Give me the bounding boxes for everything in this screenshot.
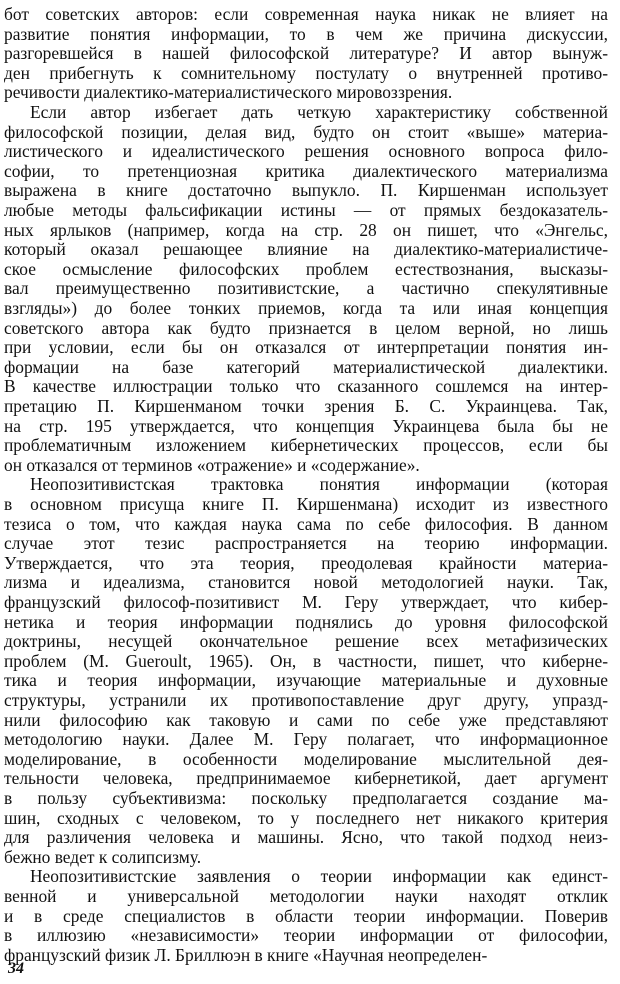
text-line: лизма и идеализма, становится новой методологией науки. Так, [4,572,608,593]
text-line: для различения человека и машины. Ясно, что такой подход неиз- [4,827,608,848]
text-line: Если автор избегает дать четкую характеристику собственной [30,102,608,122]
text-line: Неопозитивистские заявления о теории информации как единст- [30,866,608,887]
text-line: вал преимущественно позитивистские, а частично спекулятивные [4,278,608,299]
text-line: советского автора как будто признается в целом верной, но лишь [4,317,608,338]
text-line: В качестве иллюстрации только что сказанного сошлемся на интер- [4,376,608,397]
text-line: бот советских авторов: если современная наука никак не влияет на [4,4,608,24]
text-line: при условии, если бы он отказался от интерпретации понятия ин- [4,337,608,358]
text-line: Неопозитивистская трактовка понятия информации (которая [30,474,608,495]
text-line: проблематичным изложением кибернетических процессов, если бы [4,435,608,456]
text-line: доктрины, несущей окончательное решение всех метафизических [4,631,608,652]
text-line: в основном присуща книге П. Киршенмана) исходит из известного [4,494,608,514]
text-line: французский философ-позитивист М. Геру утверждает, что кибер- [4,592,608,612]
text-line: бежно ведет к солипсизму. [4,846,202,867]
text-line: венной и универсальной методологии науки находят отклик [4,886,608,906]
text-line: претацию П. Киршенманом точки зрения Б. С. Украинцева. Так, [4,396,608,416]
text-line: проблем (M. Gueroult, 1965). Он, в частности, пишет, что киберне- [4,650,608,671]
text-line: речивости диалектико-материалистического мировоззрения. [4,82,453,103]
text-line: формации на базе категорий материалистической диалектики. [4,356,608,377]
text-line: софии, то претенциозная критика диалектического материализма [4,160,608,181]
text-line: французский физик Л. Бриллюэн в книге «Научная неопределен- [4,944,488,965]
text-line: развитие понятия информации, то в чем же причина дискуссии, [4,23,608,44]
text-line: Утверждается, что эта теория, преодолевая крайности материа- [4,552,608,573]
text-line: который оказал решающее влияние на диалектико-материалистиче- [4,239,608,260]
text-line: в иллюзию «независимости» теории информации от философии, [4,925,608,946]
text-line: нили философию как таковую и сами по себе уже представляют [4,709,608,730]
text-line: структуры, устранили их противопоставление друг другу, упразд- [4,690,608,710]
text-line: тезиса о том, что каждая наука сама по себе философия. В данном [4,513,608,534]
text-line: нетика и теория информации поднялись до уровня философской [4,611,608,632]
text-line: любые методы фальсификации истины — от прямых бездоказатель- [4,200,608,220]
text-line: листического и идеалистического решения основного вопроса фило- [4,141,608,162]
text-line: тельности человека, предпринимаемое кибернетикой, дает аргумент [4,768,608,789]
text-line: философской позиции, делая вид, будто он стоит «выше» материа- [4,121,608,142]
text-line: он отказался от терминов «отражение» и «содержание». [4,454,420,475]
text-line: взгляды») до более тонких приемов, когда та или иная концепция [4,298,608,318]
text-line: разгоревшейся в нашей философской литературе? И автор вынуж- [4,43,608,64]
text-line: тика и теория информации, изучающие материальные и духовные [4,670,608,691]
text-line: ское осмысление философских проблем естествознания, высказы- [4,258,608,279]
text-line: шин, сходных с человеком, то у последнего нет никакого критерия [4,807,608,828]
text-line: выражена в книге достаточно выпукло. П. Киршенман использует [4,180,608,201]
text-line: на стр. 195 утверждается, что концепция Украинцева была бы не [4,415,608,436]
text-line: ных ярлыков (например, когда на стр. 28 он пишет, что «Энгельс, [4,219,608,240]
text-line: и в среде специалистов в области теории информации. Поверив [4,905,608,926]
page-number: 34 [8,960,24,977]
text-line: в пользу субъективизма: поскольку предполагается создание ма- [4,788,608,808]
text-line: методологию науки. Далее М. Геру полагает, что информационное [4,729,608,750]
text-line: моделирование, в особенности моделирование мыслительной дея- [4,748,608,769]
text-line: случае этот тезис распространяется на теорию информации. [4,533,608,554]
text-line: ден прибегнуть к сомнительному постулату о внутренней противо- [4,62,608,83]
